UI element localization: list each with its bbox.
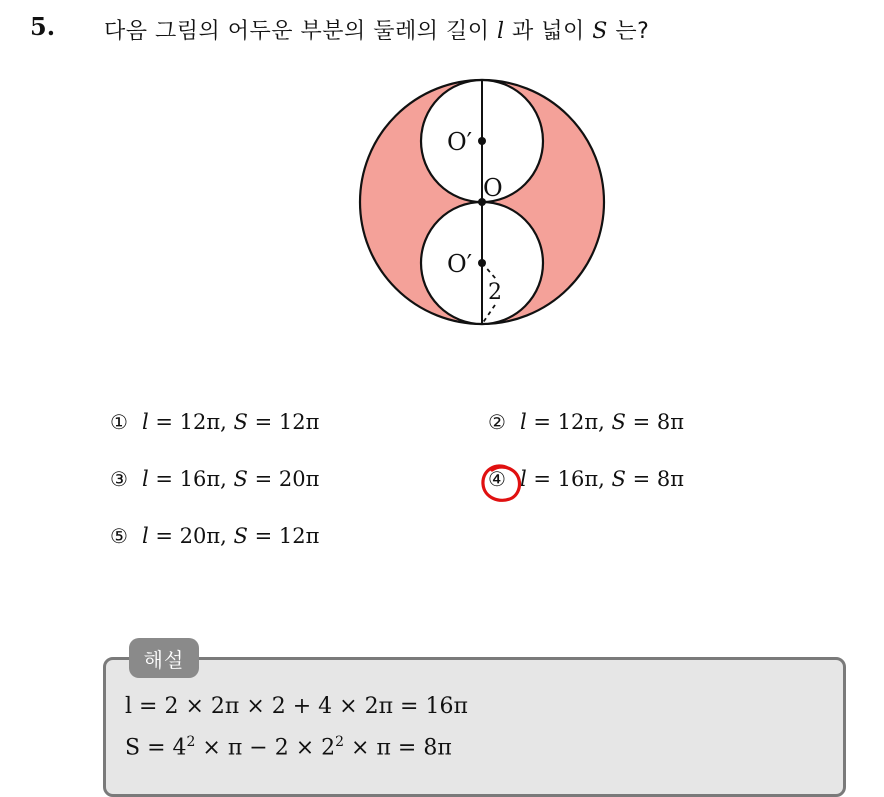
label-radius: 2 bbox=[488, 280, 502, 305]
choice-number: ① bbox=[110, 410, 128, 434]
choice-var-l: l bbox=[141, 524, 149, 548]
question-var-s: S bbox=[592, 19, 608, 44]
choice-var-l: l bbox=[141, 467, 149, 491]
choice-2[interactable]: ② l = 12π, S = 8π bbox=[488, 410, 685, 434]
solution-box bbox=[103, 657, 846, 797]
solution-line-2-prefix: S = 4 bbox=[125, 735, 187, 761]
solution-line-1: l = 2 × 2π × 2 + 4 × 2π = 16π bbox=[125, 694, 468, 719]
question-var-l: l bbox=[497, 19, 505, 44]
choice-l-value: 16π bbox=[557, 467, 599, 491]
exponent: 2 bbox=[186, 734, 196, 750]
center-point-upper bbox=[478, 137, 486, 145]
choice-var-s: S bbox=[233, 524, 248, 548]
choice-1[interactable]: ① l = 12π, S = 12π bbox=[110, 410, 320, 434]
choice-var-l: l bbox=[519, 410, 527, 434]
solution-line-2-mid: × π − 2 × 2 bbox=[195, 735, 336, 761]
choice-5[interactable]: ⑤ l = 20π, S = 12π bbox=[110, 524, 320, 548]
choice-var-s: S bbox=[233, 467, 248, 491]
choice-s-value: 12π bbox=[278, 524, 320, 548]
label-o-prime-top: O′ bbox=[447, 128, 473, 156]
question-text bbox=[104, 14, 649, 45]
choice-var-l: l bbox=[141, 410, 149, 434]
exponent: 2 bbox=[335, 734, 345, 750]
choice-number: ② bbox=[488, 410, 506, 434]
circle-figure bbox=[355, 75, 609, 329]
choice-number: ⑤ bbox=[110, 524, 128, 548]
solution-line-2 bbox=[125, 734, 452, 760]
question-number: 5. bbox=[30, 12, 56, 41]
choice-l-value: 20π bbox=[179, 524, 221, 548]
solution-line-2-suffix: × π = 8π bbox=[344, 735, 452, 761]
choice-l-value: 12π bbox=[557, 410, 599, 434]
question-text-after: 는? bbox=[607, 19, 650, 44]
choice-var-s: S bbox=[611, 410, 626, 434]
label-o-prime-bottom: O′ bbox=[447, 250, 473, 278]
label-o: O bbox=[483, 174, 503, 202]
solution-title: 해설 bbox=[129, 638, 199, 678]
choice-l-value: 12π bbox=[179, 410, 221, 434]
choice-var-l: l bbox=[519, 467, 527, 491]
choice-l-value: 16π bbox=[179, 467, 221, 491]
choice-3[interactable]: ③ l = 16π, S = 20π bbox=[110, 467, 320, 491]
question-text-middle: 과 넓이 bbox=[504, 19, 593, 44]
choice-var-s: S bbox=[611, 467, 626, 491]
choice-var-s: S bbox=[233, 410, 248, 434]
choice-s-value: 8π bbox=[656, 410, 685, 434]
question-text-before: 다음 그림의 어두운 부분의 둘레의 길이 bbox=[104, 19, 497, 44]
center-point-lower bbox=[478, 259, 486, 267]
choice-4[interactable]: ④ l = 16π, S = 8π bbox=[488, 467, 685, 491]
choice-s-value: 12π bbox=[278, 410, 320, 434]
choice-s-value: 8π bbox=[656, 467, 685, 491]
choice-number: ④ bbox=[488, 467, 506, 491]
choice-number: ③ bbox=[110, 467, 128, 491]
answer-circle-mark-icon bbox=[478, 460, 524, 506]
choice-s-value: 20π bbox=[278, 467, 320, 491]
